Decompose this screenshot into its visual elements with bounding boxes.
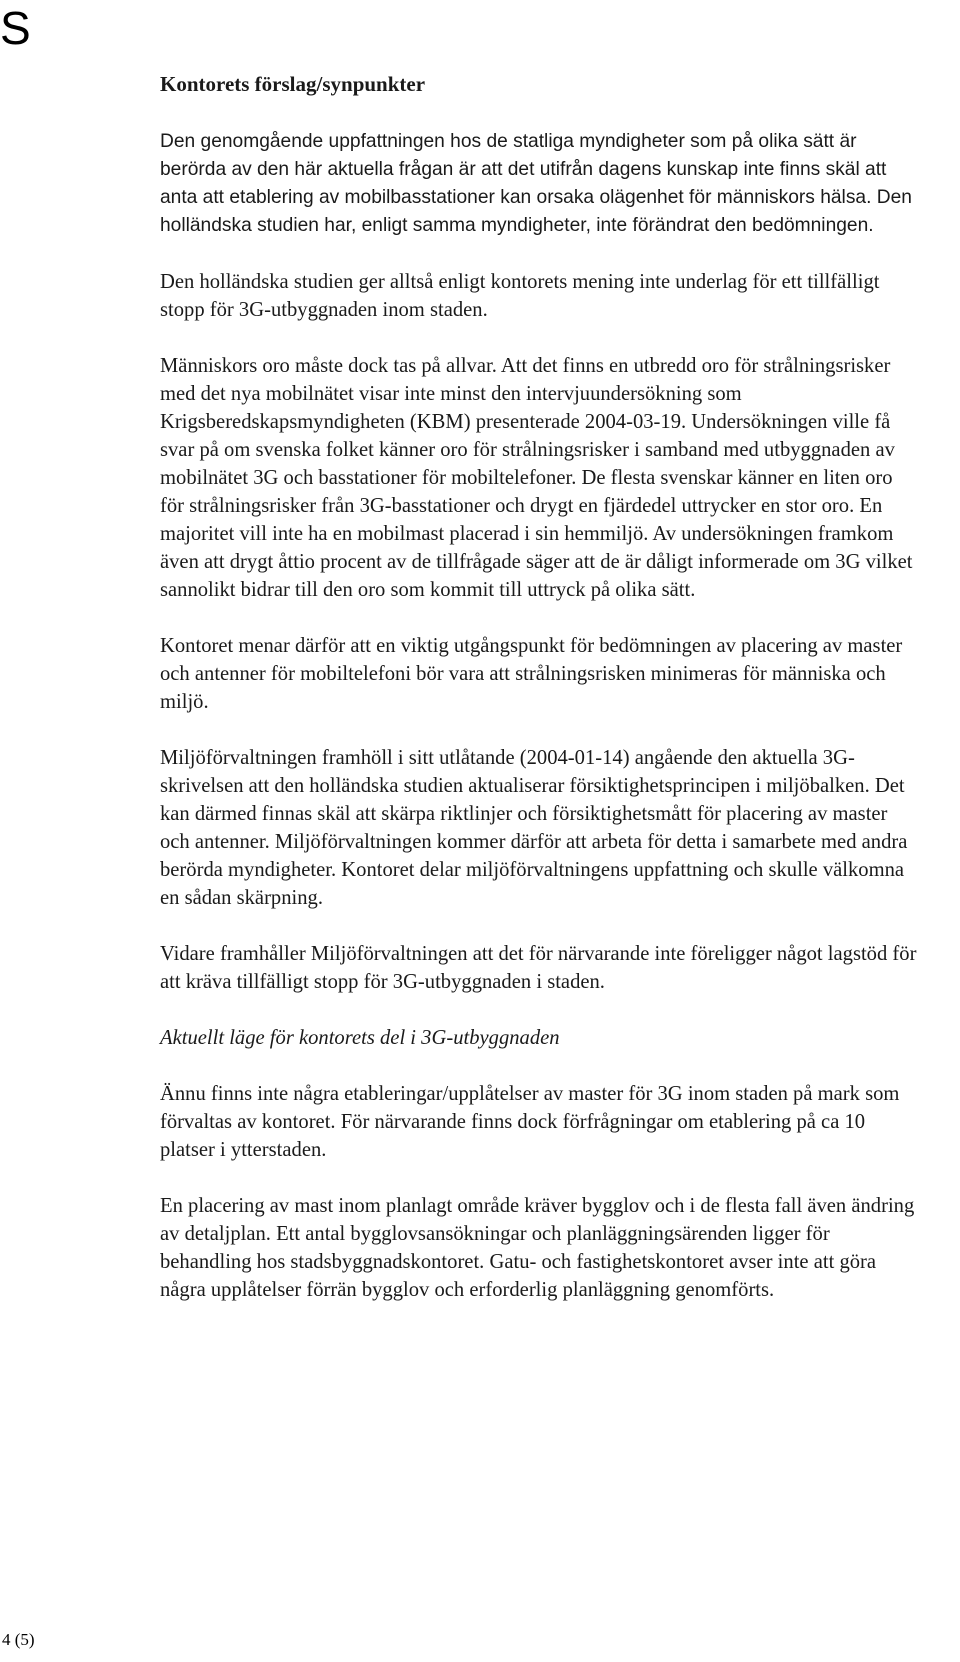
paragraph-7: Ännu finns inte några etableringar/upplåtelser av master för 3G inom staden på mark som förvaltas av kontoret. För närvarande finns dock förfrågningar om etablering på ca 10 platser i ytterstaden. bbox=[160, 1083, 900, 1161]
paragraph-3: Människors oro måste dock tas på allvar. Att det finns en utbredd oro för strålningsrisker med det nya mobilnätet visar inte minst den intervjuundersökning som Krigsberedskapsmyndigheten (KBM) presenterade 2004-03-19. Undersökningen ville få svar på om svenska folket känner oro för strålningsrisker i samband med utbyggnaden av mobilnätet 3G och basstationer för mobiltelefoner. De flesta svenskar känner en liten oro för strålningsrisker från 3G-basstationer och drygt en fjärdedel uttrycker en stor oro. En majoritet vill inte ha en mobilmast placerad i sin hemmiljö. Av undersökningen framkom även att drygt åttio procent av de tillfrågade säger att de är dåligt informerade om 3G vilket sannolikt bidrar till den oro som kommit till uttryck på olika sätt. bbox=[160, 355, 913, 601]
page-number: 4 (5) bbox=[2, 1630, 35, 1649]
section-heading: Kontorets förslag/synpunkter bbox=[160, 72, 426, 96]
document-body bbox=[160, 70, 920, 1332]
paragraph-2: Den holländska studien ger alltså enligt kontorets mening inte underlag för ett tillfälligt stopp för 3G-utbyggnaden inom staden. bbox=[160, 271, 880, 321]
subsection-heading: Aktuellt läge för kontorets del i 3G-utbyggnaden bbox=[160, 1027, 560, 1049]
paragraph-4: Kontoret menar därför att en viktig utgångspunkt för bedömningen av placering av master och antenner för mobiltelefoni bör vara att strålningsrisken minimeras för människa och miljö. bbox=[160, 635, 903, 713]
paragraph-8: En placering av mast inom planlagt område kräver bygglov och i de flesta fall även ändring av detaljplan. Ett antal bygglovsansökningar och planläggningsärenden ligger för behandling hos stadsbyggnadskontoret. Gatu- och fastighetskontoret avser inte att göra några upplåtelser förrän bygglov och erforderlig planläggning genomförts. bbox=[160, 1195, 915, 1301]
corner-letter: S bbox=[0, 2, 31, 54]
paragraph-1: Den genomgående uppfattningen hos de statliga myndigheter som på olika sätt är berörda av den här aktuella frågan är att det utifrån dagens kunskap inte finns skäl att anta att etablering av mobilbasstationer kan orsaka olägenhet för människors hälsa. Den holländska studien har, enligt samma myndigheter, inte förändrat den bedömningen. bbox=[160, 131, 912, 236]
paragraph-6: Vidare framhåller Miljöförvaltningen att det för närvarande inte föreligger något lagstöd för att kräva tillfälligt stopp för 3G-utbyggnaden i staden. bbox=[160, 943, 917, 993]
paragraph-5: Miljöförvaltningen framhöll i sitt utlåtande (2004-01-14) angående den aktuella 3G-skrivelsen att den holländska studien aktualiserar försiktighetsprincipen i miljöbalken. Det kan därmed finnas skäl att skärpa riktlinjer och försiktighetsmått för placering av master och antenner. Miljöförvaltningen kommer därför att arbeta för detta i samarbete med andra berörda myndigheter. Kontoret delar miljöförvaltningens uppfattning och skulle välkomna en sådan skärpning. bbox=[160, 747, 908, 909]
